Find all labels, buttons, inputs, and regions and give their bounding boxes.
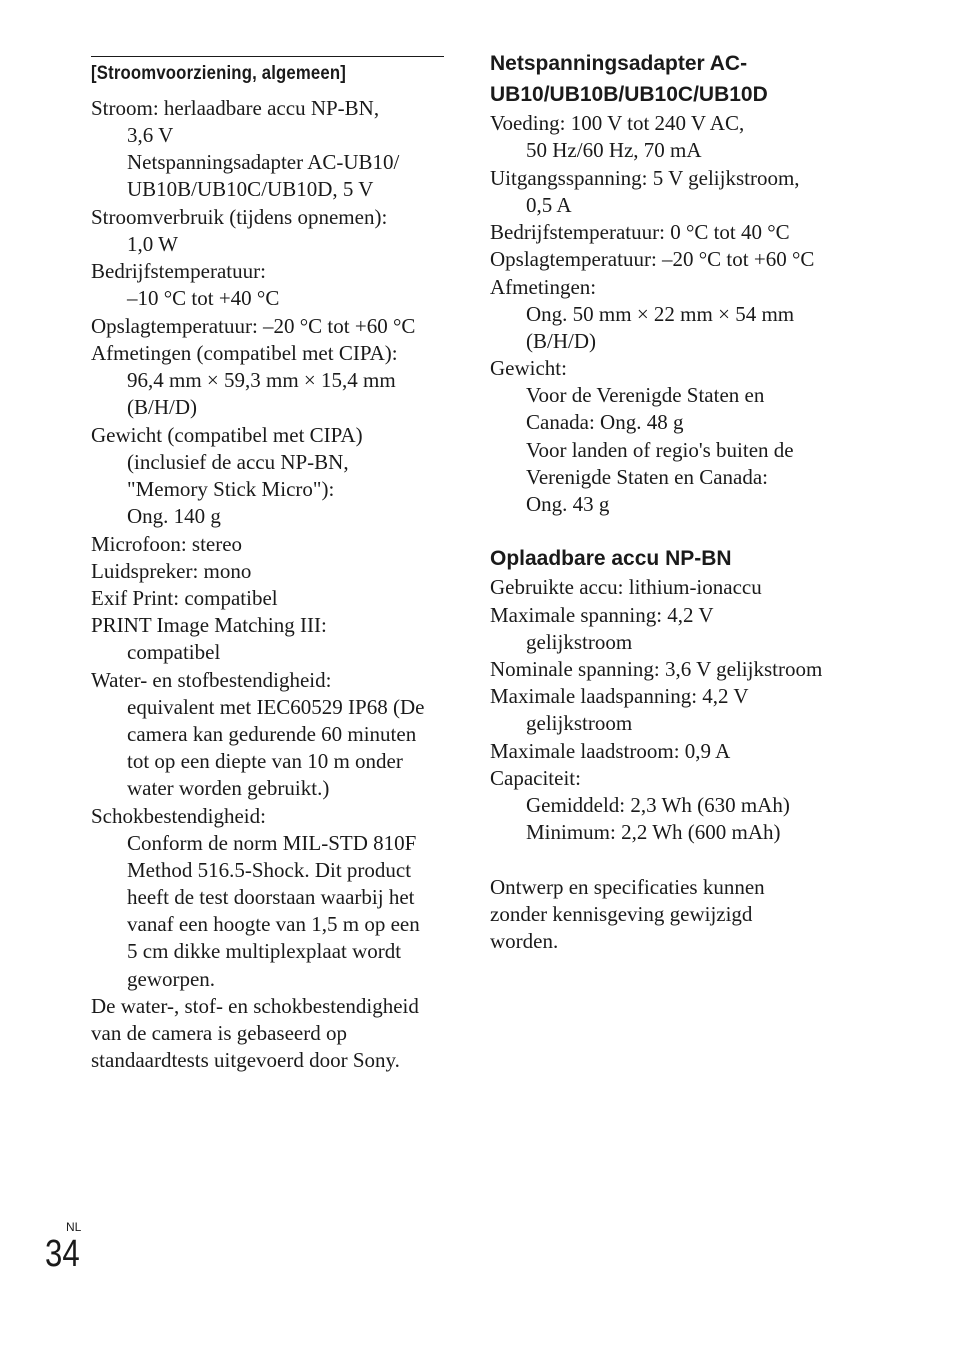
power-general-heading: [Stroomvoorziening, algemeen] (91, 63, 347, 84)
spec-line: Verenigde Staten en Canada: (526, 465, 768, 489)
spec-line: 96,4 mm × 59,3 mm × 15,4 mm (127, 368, 396, 392)
spec-line: Netspanningsadapter AC-UB10/ (127, 150, 400, 174)
language-code: NL (66, 1220, 82, 1234)
spec-line: Voeding: 100 V tot 240 V AC, (490, 111, 745, 135)
spec-line: Method 516.5-Shock. Dit product (127, 858, 412, 882)
spec-line: van de camera is gebaseerd op (91, 1021, 347, 1045)
spec-line: equivalent met IEC60529 IP68 (De (127, 695, 425, 719)
spec-line: Gewicht: (490, 356, 567, 380)
spec-line: Voor landen of regio's buiten de (526, 438, 794, 462)
spec-line: heeft de test doorstaan waarbij het (127, 885, 415, 909)
spec-line: Microfoon: stereo (91, 532, 243, 556)
adapter-heading-line1: Netspanningsadapter AC- (490, 52, 748, 75)
battery-heading: Oplaadbare accu NP-BN (490, 547, 732, 570)
spec-line: Opslagtemperatuur: –20 °C tot +60 °C (91, 314, 416, 338)
note-line: zonder kennisgeving gewijzigd (490, 902, 753, 926)
spec-line: compatibel (127, 640, 221, 664)
spec-line: geworpen. (127, 967, 216, 991)
spec-line: PRINT Image Matching III: (91, 613, 327, 637)
spec-line: Afmetingen: (490, 275, 597, 299)
spec-line: Stroom: herlaadbare accu NP-BN, (91, 96, 380, 120)
spec-line: Capaciteit: (490, 766, 581, 790)
spec-line: Luidspreker: mono (91, 559, 252, 583)
spec-line: "Memory Stick Micro"): (127, 477, 335, 501)
spec-line: Ong. 50 mm × 22 mm × 54 mm (526, 302, 795, 326)
spec-line: Ong. 43 g (526, 492, 610, 516)
spec-line: 5 cm dikke multiplexplaat wordt (127, 939, 402, 963)
spec-line: Water- en stofbestendigheid: (91, 668, 332, 692)
spec-line: De water-, stof- en schokbestendigheid (91, 994, 419, 1018)
spec-line: Maximale spanning: 4,2 V (490, 603, 714, 627)
note-line: worden. (490, 929, 559, 953)
spec-line: Stroomverbruik (tijdens opnemen): (91, 205, 388, 229)
adapter-heading-line2: UB10/UB10B/UB10C/UB10D (490, 83, 768, 106)
spec-line: 3,6 V (127, 123, 174, 147)
spec-line: Schokbestendigheid: (91, 804, 266, 828)
spec-line: gelijkstroom (526, 630, 633, 654)
spec-line: Gemiddeld: 2,3 Wh (630 mAh) (526, 793, 790, 817)
spec-line: (inclusief de accu NP-BN, (127, 450, 349, 474)
spec-line: standaardtests uitgevoerd door Sony. (91, 1048, 400, 1072)
spec-line: Gebruikte accu: lithium-ionaccu (490, 575, 762, 599)
spec-line: Afmetingen (compatibel met CIPA): (91, 341, 398, 365)
spec-line: Canada: Ong. 48 g (526, 410, 684, 434)
spec-line: Exif Print: compatibel (91, 586, 278, 610)
spec-line: Minimum: 2,2 Wh (600 mAh) (526, 820, 781, 844)
spec-line: Conform de norm MIL-STD 810F (127, 831, 417, 855)
spec-line: Maximale laadspanning: 4,2 V (490, 684, 749, 708)
spec-line: UB10B/UB10C/UB10D, 5 V (127, 177, 374, 201)
page-number: 34 (45, 1233, 80, 1275)
spec-line: water worden gebruikt.) (127, 776, 330, 800)
spec-line: camera kan gedurende 60 minuten (127, 722, 417, 746)
spec-line: Bedrijfstemperatuur: (91, 259, 266, 283)
spec-line: –10 °C tot +40 °C (127, 286, 280, 310)
spec-line: 0,5 A (526, 193, 572, 217)
spec-line: (B/H/D) (526, 329, 596, 353)
spec-line: 50 Hz/60 Hz, 70 mA (526, 138, 702, 162)
spec-line: Nominale spanning: 3,6 V gelijkstroom (490, 657, 823, 681)
spec-line: gelijkstroom (526, 711, 633, 735)
spec-line: Opslagtemperatuur: –20 °C tot +60 °C (490, 247, 815, 271)
spec-line: tot op een diepte van 10 m onder (127, 749, 403, 773)
spec-line: Voor de Verenigde Staten en (526, 383, 765, 407)
note-line: Ontwerp en specificaties kunnen (490, 875, 765, 899)
spec-line: vanaf een hoogte van 1,5 m op een (127, 912, 420, 936)
spec-line: Gewicht (compatibel met CIPA) (91, 423, 363, 447)
spec-line: Maximale laadstroom: 0,9 A (490, 739, 731, 763)
spec-line: Ong. 140 g (127, 504, 221, 528)
section-rule (91, 56, 444, 57)
spec-line: Bedrijfstemperatuur: 0 °C tot 40 °C (490, 220, 790, 244)
spec-line: 1,0 W (127, 232, 178, 256)
spec-line: (B/H/D) (127, 395, 197, 419)
spec-line: Uitgangsspanning: 5 V gelijkstroom, (490, 166, 800, 190)
